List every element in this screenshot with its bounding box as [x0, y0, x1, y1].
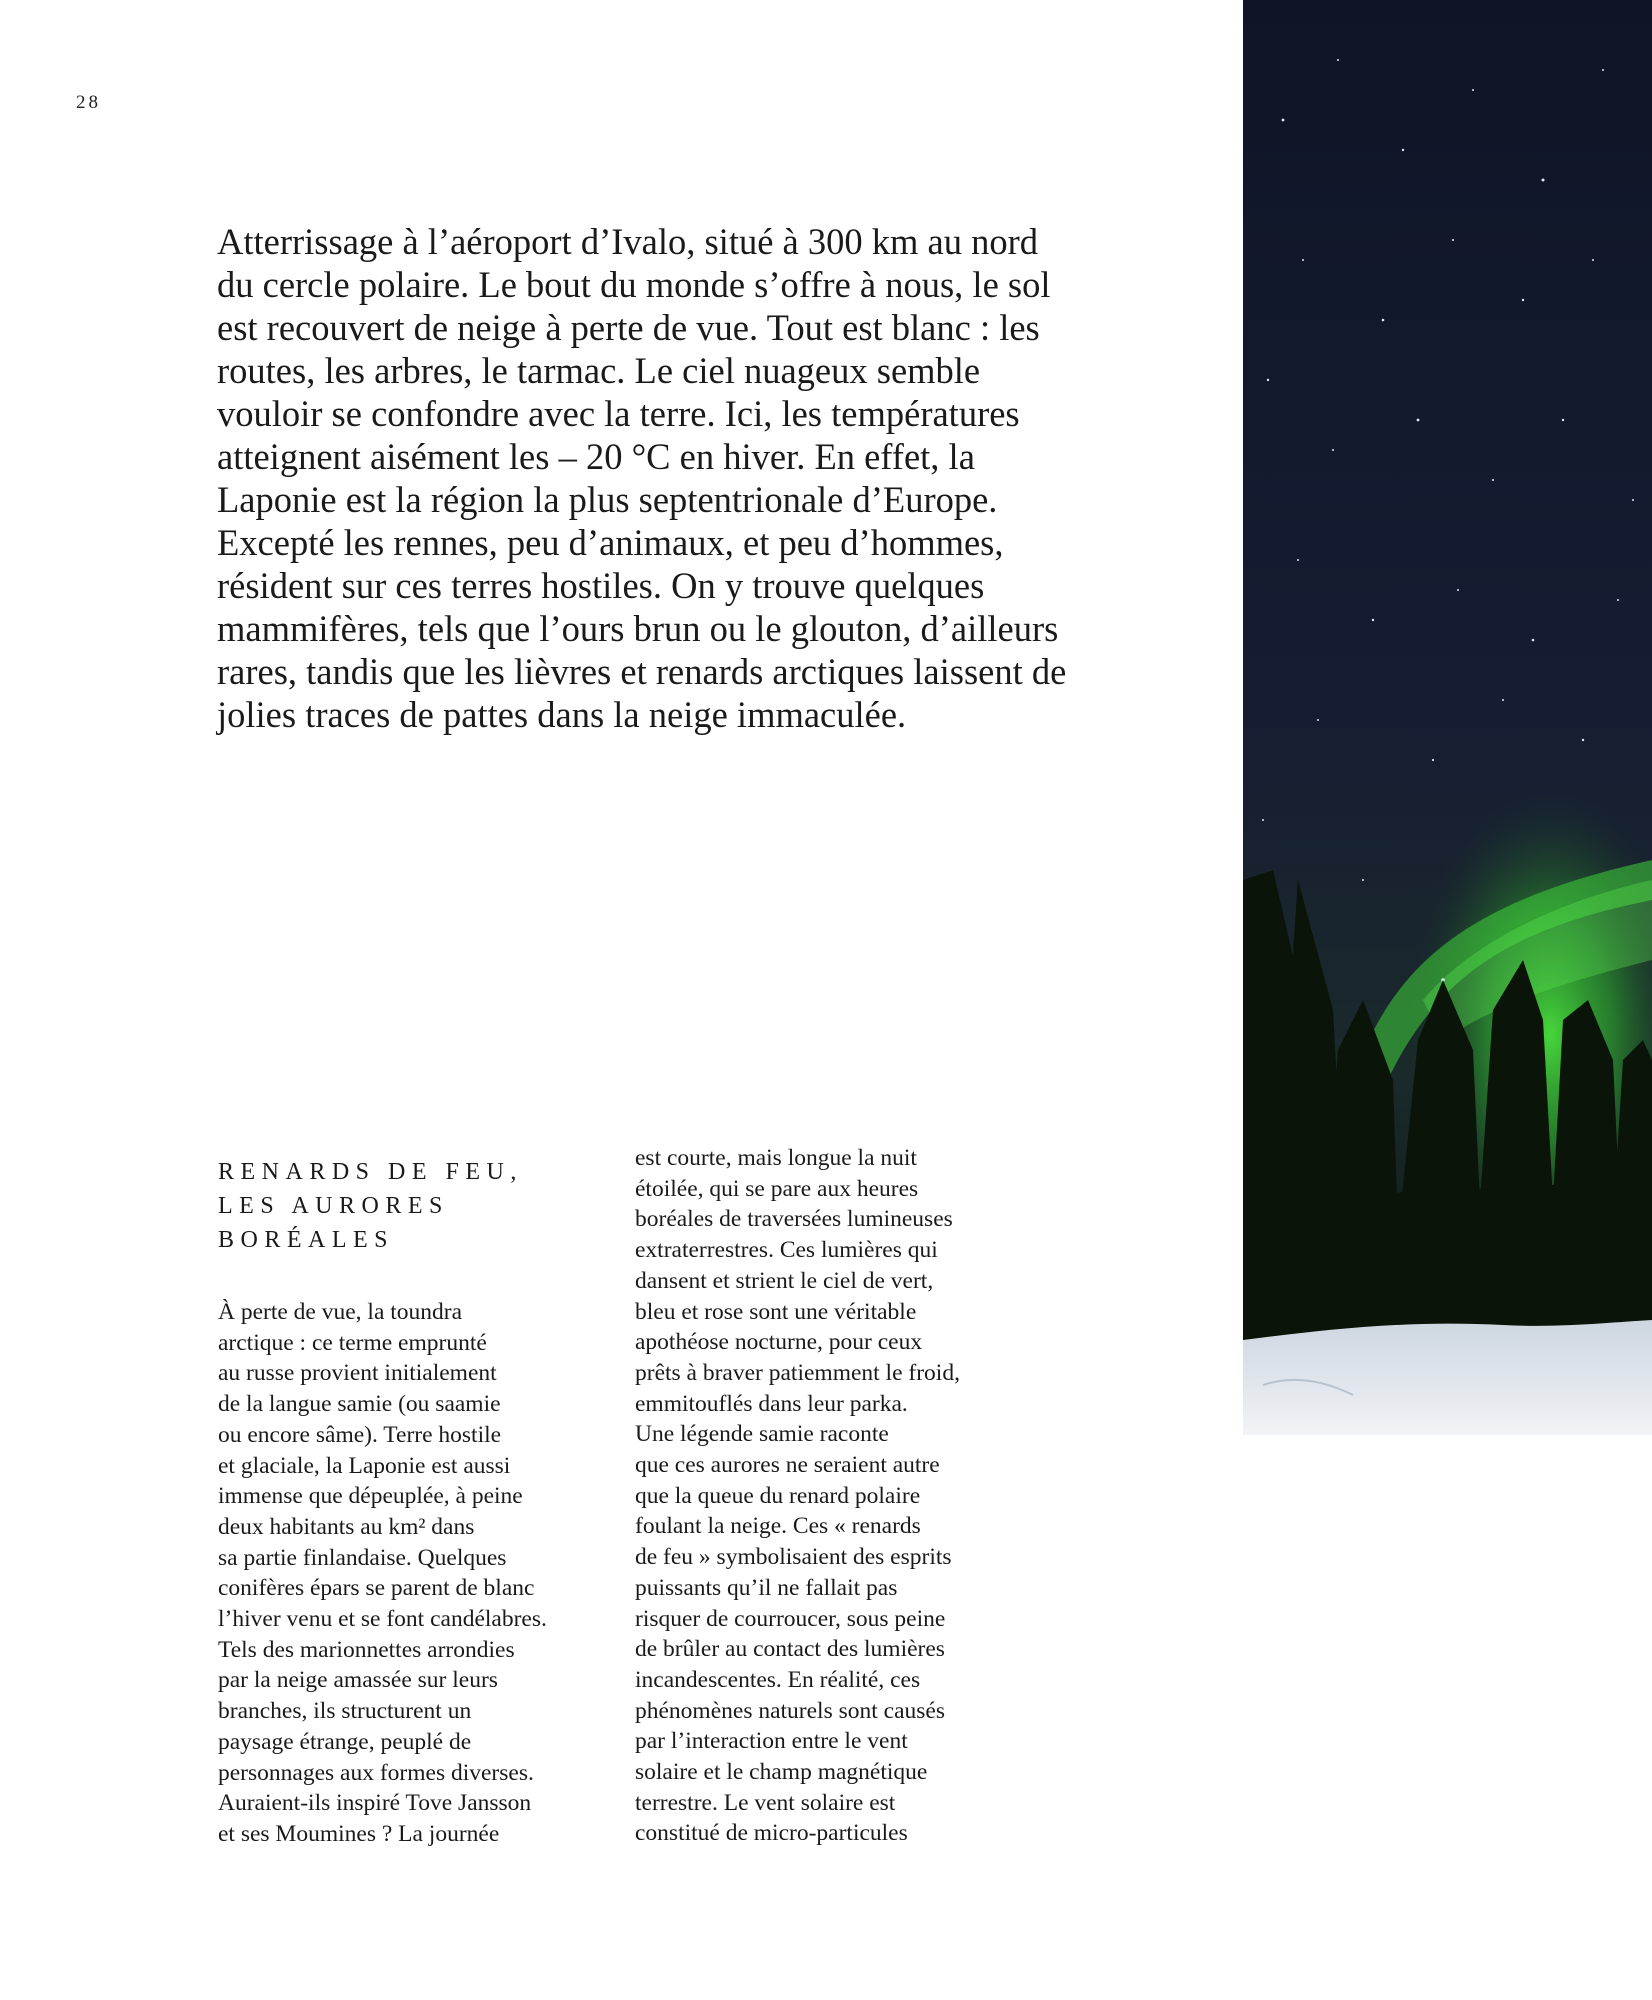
text-line: extraterrestres. Ces lumières qui — [635, 1237, 938, 1264]
text-line: constitué de micro-particules — [635, 1820, 908, 1847]
text-line: dansent et strient le ciel de vert, — [635, 1267, 934, 1294]
text-line: apothéose nocturne, pour ceux — [635, 1329, 923, 1356]
text-line: foulant la neige. Ces « renards — [635, 1513, 921, 1540]
section-title-line: BORÉALES — [218, 1227, 395, 1253]
text-line: boréales de traversées lumineuses — [635, 1206, 953, 1233]
text-line: immense que dépeuplée, à peine — [218, 1483, 523, 1510]
text-line: paysage étrange, peuplé de — [218, 1728, 472, 1755]
text-line: et glaciale, la Laponie est aussi — [218, 1452, 511, 1479]
text-line: de brûler au contact des lumières — [635, 1636, 945, 1663]
aurora-landscape-illustration — [1243, 0, 1652, 1435]
text-line: terrestre. Le vent solaire est — [635, 1789, 896, 1816]
section-title — [218, 1155, 598, 1257]
text-line: de feu » symbolisaient des esprits — [635, 1544, 952, 1571]
text-line: de la langue samie (ou saamie — [218, 1391, 501, 1418]
text-line: l’hiver venu et se font candélabres. — [218, 1606, 547, 1633]
text-line: bleu et rose sont une véritable — [635, 1298, 917, 1325]
text-line: À perte de vue, la toundra — [218, 1299, 463, 1325]
text-line: phénomènes naturels sont causés — [635, 1697, 945, 1724]
text-line: par la neige amassée sur leurs — [218, 1667, 498, 1694]
text-line: arctique : ce terme emprunté — [218, 1329, 487, 1356]
text-line: ou encore sâme). Terre hostile — [218, 1421, 502, 1448]
body-column-right — [635, 1143, 1035, 1849]
text-line: et ses Moumines ? La journée — [218, 1820, 500, 1847]
page-number: 28 — [76, 92, 101, 113]
intro-paragraph: Atterrissage à l’aéroport d’Ivalo, situé à 300 km au nord du cercle polaire. Le bout du monde s’offre à nous, le sol est recouvert de neige à perte de vue. Tout est blanc : les routes, les arbres, le tarmac. Le ciel nuageux semble vouloir se confondre avec la terre. Ici, les températures atteignent aisément les – 20 °C en hiver. En effet, la Laponie est la région la plus septentrionale d’Europe. Excepté les rennes, peu d’animaux, et peu d’hommes, résident sur ces terres hostiles. On y trouve quelques mammifères, tels que l’ours brun ou le glouton, d’ailleurs rares, tandis que les lièvres et renards arctiques laissent de jolies traces de pattes dans la neige immaculée. — [217, 221, 1067, 735]
text-line: au russe provient initialement — [218, 1360, 497, 1387]
text-line: risquer de courroucer, sous peine — [635, 1605, 946, 1632]
text-line: est courte, mais longue la nuit — [635, 1145, 917, 1171]
text-line: sa partie finlandaise. Quelques — [218, 1544, 507, 1571]
text-line: incandescentes. En réalité, ces — [635, 1666, 921, 1693]
text-line: Une légende samie raconte — [635, 1421, 889, 1448]
text-line: branches, ils structurent un — [218, 1698, 472, 1725]
aurora-photo — [1243, 0, 1652, 1435]
section-title-line: RENARDS DE FEU, — [218, 1159, 523, 1185]
text-line: emmitouflés dans leur parka. — [635, 1390, 908, 1417]
text-line: solaire et le champ magnétique — [635, 1759, 928, 1786]
section-title-line: LES AURORES — [218, 1193, 449, 1219]
text-line: que la queue du renard polaire — [635, 1482, 921, 1509]
body-column-left — [218, 1297, 618, 1850]
text-line: prêts à braver patiemment le froid, — [635, 1359, 960, 1386]
text-line: par l’interaction entre le vent — [635, 1728, 908, 1755]
text-line: Auraient-ils inspiré Tove Jansson — [218, 1790, 532, 1817]
text-line: conifères épars se parent de blanc — [218, 1575, 535, 1602]
text-line: Tels des marionnettes arrondies — [218, 1636, 515, 1663]
text-line: puissants qu’il ne fallait pas — [635, 1574, 898, 1601]
text-line: deux habitants au km² dans — [218, 1513, 475, 1540]
text-line: personnages aux formes diverses. — [218, 1759, 534, 1786]
text-line: étoilée, qui se pare aux heures — [635, 1175, 919, 1202]
text-line: que ces aurores ne seraient autre — [635, 1452, 940, 1479]
